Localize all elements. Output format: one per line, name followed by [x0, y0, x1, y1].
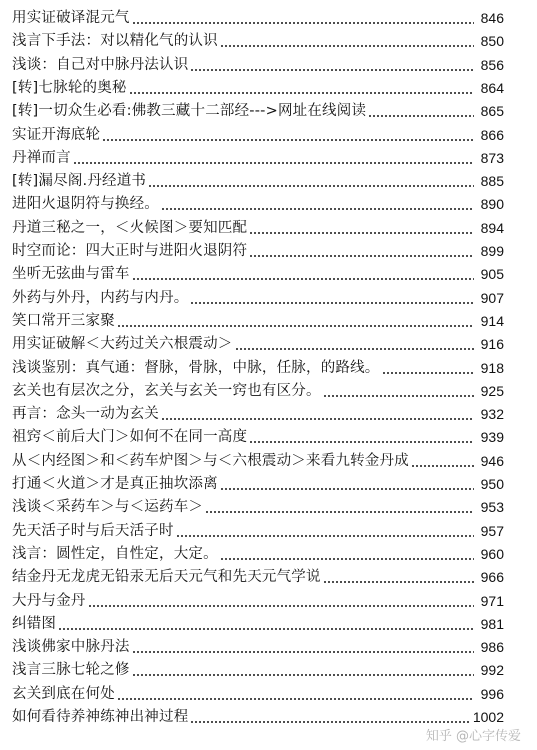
toc-entry-page-number: 946: [480, 452, 504, 469]
toc-entry[interactable]: [12, 78, 504, 98]
toc-entry[interactable]: [12, 358, 504, 378]
toc-entry-title: [转]漏尽阁.丹经道书: [12, 173, 147, 190]
toc-entry[interactable]: [12, 148, 504, 168]
toc-entry-page-number: 957: [480, 522, 504, 539]
toc-entry-title: 浅言：圆性定，自性定，大定。: [12, 545, 218, 562]
toc-entry-page-number: 960: [480, 545, 504, 562]
dot-leader: [323, 384, 474, 398]
toc-entry-page-number: 899: [480, 243, 504, 259]
dot-leader: [132, 11, 474, 25]
toc-entry-page-number: 986: [480, 639, 504, 656]
toc-entry-page-number: 996: [480, 685, 504, 702]
toc-entry-page-number: 864: [480, 79, 504, 96]
dot-leader: [411, 454, 474, 468]
toc-entry-title: 丹道三秘之一，＜火候图＞要知匹配: [12, 219, 248, 236]
toc-entry[interactable]: [12, 125, 504, 145]
toc-entry-title: 浅谈＜采药车＞与＜运药车＞: [12, 499, 204, 516]
toc-entry[interactable]: [12, 591, 504, 611]
toc-entry-page-number: 981: [480, 615, 504, 632]
dot-leader: [73, 151, 474, 165]
toc-entry[interactable]: [12, 171, 504, 191]
toc-entry-page-number: 873: [480, 149, 504, 166]
dot-leader: [129, 81, 474, 95]
toc-entry[interactable]: [12, 427, 504, 447]
dot-leader: [117, 314, 474, 328]
toc-entry-title: 浅言下手法：对以精化气的认识: [12, 33, 218, 50]
dot-leader: [132, 663, 474, 677]
watermark-text: 知乎 @心字传爱: [425, 729, 521, 744]
toc-entry-page-number: 966: [480, 569, 504, 586]
toc-entry-title: 玄关到底在何处: [12, 685, 115, 702]
toc-entry[interactable]: [12, 521, 504, 541]
dot-leader: [220, 547, 474, 561]
toc-entry-page-number: 1002: [472, 709, 504, 725]
toc-entry[interactable]: [12, 567, 504, 587]
toc-entry[interactable]: [12, 614, 504, 634]
toc-entry-page-number: 865: [480, 103, 504, 120]
toc-entry-page-number: 950: [480, 476, 504, 492]
toc-entry-title: 浅谈佛家中脉丹法: [12, 639, 130, 656]
toc-entry[interactable]: [12, 288, 504, 308]
toc-entry-title: 浅谈鉴别：真气通：督脉，骨脉，中脉，任脉，的路线。: [12, 359, 380, 376]
dot-leader: [132, 640, 474, 654]
dot-leader: [58, 617, 474, 631]
dot-leader: [368, 104, 474, 118]
toc-entry[interactable]: [12, 101, 504, 121]
toc-entry-title: 如何看待养神练神出神过程: [12, 709, 189, 725]
toc-entry-page-number: 971: [480, 592, 504, 609]
toc-entry-title: 时空而论：四大正时与进阳火退阴符: [12, 243, 248, 259]
toc-entry[interactable]: [12, 311, 504, 331]
toc-entry[interactable]: [12, 451, 504, 471]
toc-entry-page-number: 894: [480, 219, 504, 236]
toc-entry-page-number: 932: [480, 406, 504, 423]
dot-leader: [176, 524, 474, 538]
toc-entry-page-number: 856: [480, 56, 504, 73]
toc-entry[interactable]: [12, 264, 504, 284]
toc-entry-title: 打通＜火道＞才是真正抽坎添离: [12, 476, 218, 492]
dot-leader: [190, 58, 474, 72]
dot-leader: [382, 361, 475, 375]
dot-leader: [88, 594, 475, 608]
toc-entry-title: 纠错图: [12, 615, 57, 632]
toc-entry-page-number: 846: [480, 10, 504, 26]
toc-entry-page-number: 914: [480, 312, 504, 329]
toc-entry-title: 外药与外丹，内药与内丹。: [12, 289, 189, 306]
toc-entry-title: 先天活子时与后天活子时: [12, 522, 174, 539]
dot-leader: [132, 267, 474, 281]
toc-entry-title: 祖窍＜前后大门＞如何不在同一高度: [12, 429, 248, 446]
dot-leader: [220, 34, 474, 48]
toc-entry-page-number: 925: [480, 382, 504, 399]
toc-entry[interactable]: [12, 31, 504, 51]
toc-entry-title: 结金丹无龙虎无铅汞无后天元气和先天元气学说: [12, 569, 321, 586]
dot-leader: [235, 337, 475, 351]
toc-entry-page-number: 850: [480, 33, 504, 50]
toc-entry-title: 用实证破解＜大药过关六根震动＞: [12, 336, 233, 353]
toc-entry[interactable]: [12, 684, 504, 704]
dot-leader: [148, 174, 474, 188]
toc-entry-page-number: 907: [480, 289, 504, 306]
toc-entry-title: 玄关也有层次之分，玄关与玄关一窍也有区分。: [12, 382, 321, 399]
toc-entry-page-number: 885: [480, 173, 504, 190]
dot-leader: [323, 570, 474, 584]
toc-entry-page-number: 939: [480, 429, 504, 446]
toc-entry-title: 浅言三脉七轮之修: [12, 662, 130, 679]
dot-leader: [249, 430, 474, 444]
toc-entry-title: 浅谈：自己对中脉丹法认识: [12, 56, 189, 73]
toc-entry-title: 坐听无弦曲与雷车: [12, 266, 130, 283]
toc-entry-page-number: 992: [480, 662, 504, 679]
toc-entry-title: 笑口常开三家聚: [12, 312, 115, 329]
toc-entry[interactable]: [12, 707, 504, 727]
dot-leader: [190, 710, 470, 724]
dot-leader: [249, 244, 474, 258]
toc-entry[interactable]: [12, 241, 504, 261]
dot-leader: [190, 291, 474, 305]
toc-entry[interactable]: [12, 404, 504, 424]
toc-entry[interactable]: [12, 218, 504, 238]
toc-entry[interactable]: [12, 55, 504, 75]
toc-entry[interactable]: [12, 194, 504, 214]
toc-entry[interactable]: [12, 544, 504, 564]
dot-leader: [205, 500, 474, 514]
dot-leader: [102, 128, 474, 142]
toc-entry-page-number: 918: [480, 359, 504, 376]
toc-entry[interactable]: [12, 637, 504, 657]
toc-entry-title: 进阳火退阴符与换经。: [12, 196, 159, 213]
toc-entry[interactable]: [12, 381, 504, 401]
dot-leader: [220, 477, 474, 491]
toc-entry-page-number: 905: [480, 266, 504, 283]
watermark: [426, 725, 521, 744]
dot-leader: [249, 221, 474, 235]
toc-entry-page-number: 953: [480, 499, 504, 516]
toc-entry-page-number: 866: [480, 126, 504, 143]
toc-entry-title: 大丹与金丹: [12, 592, 86, 609]
toc-entry-title: 丹禅而言: [12, 149, 71, 166]
toc-entry-page-number: 890: [480, 196, 504, 213]
dot-leader: [117, 687, 474, 701]
toc-entry-title: [转]七脉轮的奥秘: [12, 79, 127, 96]
toc-entry-title: 实证开海底轮: [12, 126, 101, 143]
toc-entry[interactable]: [12, 660, 504, 680]
toc-entry[interactable]: [12, 334, 504, 354]
dot-leader: [161, 197, 474, 211]
toc-entry-page-number: 916: [480, 336, 504, 353]
toc-entry[interactable]: [12, 497, 504, 517]
toc-entry[interactable]: [12, 474, 504, 494]
toc-entry[interactable]: [12, 8, 504, 28]
toc-entry-title: 从＜内经图＞和＜药车炉图＞与＜六根震动＞来看九转金丹成: [12, 452, 409, 469]
toc-entry-title: 用实证破译混元气: [12, 10, 130, 26]
toc-entry-title: [转]一切众生必看:佛教三藏十二部经--->网址在线阅读: [12, 103, 367, 120]
dot-leader: [161, 407, 474, 421]
toc-entry-title: 再言：念头一动为玄关: [12, 406, 159, 423]
